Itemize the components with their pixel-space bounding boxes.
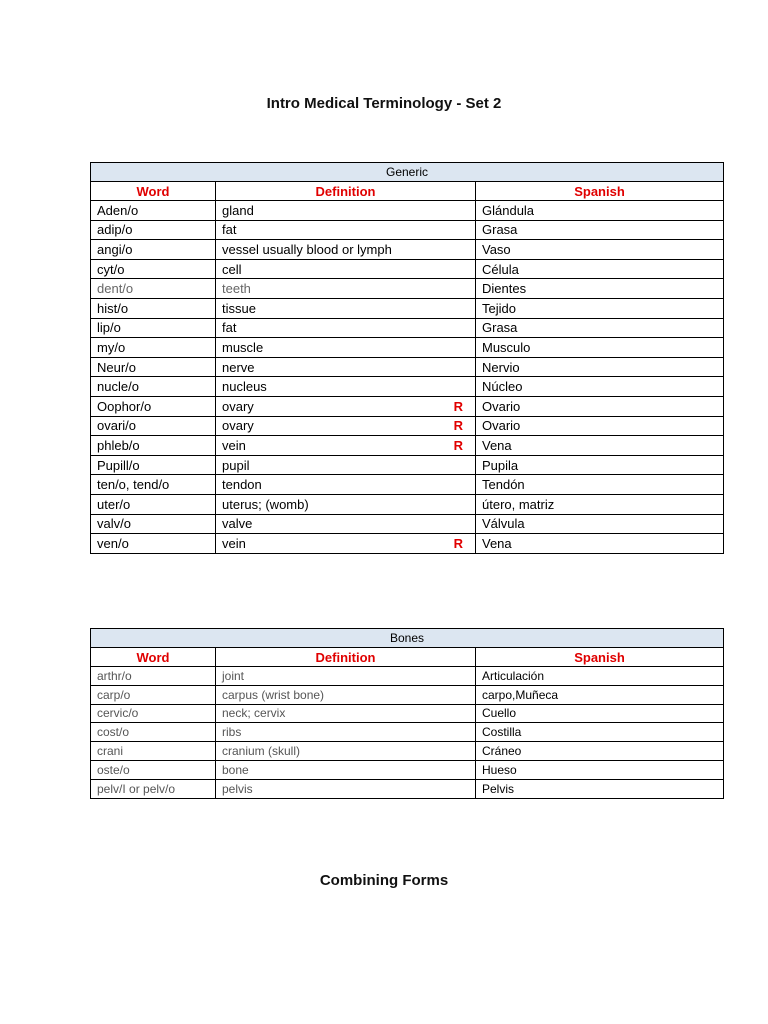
spanish-cell: Hueso — [476, 760, 724, 779]
word-cell: oste/o — [91, 760, 216, 779]
definition-cell — [216, 240, 476, 260]
word-column-header: Word — [91, 648, 216, 667]
definition-text: fat — [222, 222, 237, 238]
definition-cell — [216, 436, 476, 456]
word-cell: my/o — [91, 338, 216, 358]
definition-cell — [216, 779, 476, 798]
word-cell: Neur/o — [91, 357, 216, 377]
spanish-cell: Célula — [476, 259, 724, 279]
word-cell: dent/o — [91, 279, 216, 299]
definition-text: muscle — [222, 339, 264, 355]
spanish-cell: Tendón — [476, 475, 724, 495]
table-row — [91, 259, 724, 279]
spanish-cell: Ovario — [476, 416, 724, 436]
definition-text: ribs — [222, 725, 242, 740]
word-cell: cyt/o — [91, 259, 216, 279]
spanish-cell: Vena — [476, 534, 724, 554]
spanish-cell: Cuello — [476, 704, 724, 723]
definition-text: nerve — [222, 359, 255, 375]
table-row — [91, 534, 724, 554]
review-mark: R — [453, 535, 463, 551]
spanish-cell: carpo,Muñeca — [476, 685, 724, 704]
definition-cell — [216, 416, 476, 436]
spanish-cell: Dientes — [476, 279, 724, 299]
review-mark: R — [453, 418, 463, 434]
word-cell: ovari/o — [91, 416, 216, 436]
bones-terms-table — [90, 628, 724, 799]
table-row — [91, 475, 724, 495]
definition-text: neck; cervix — [222, 706, 286, 721]
definition-cell — [216, 742, 476, 761]
definition-cell — [216, 475, 476, 495]
definition-text: uterus; (womb) — [222, 496, 309, 512]
definition-text: bone — [222, 762, 249, 777]
definition-cell — [216, 455, 476, 475]
definition-text: valve — [222, 516, 253, 532]
definition-cell — [216, 201, 476, 221]
definition-cell — [216, 667, 476, 686]
definition-cell — [216, 220, 476, 240]
word-column-header: Word — [91, 182, 216, 201]
table-row — [91, 201, 724, 221]
table-row — [91, 704, 724, 723]
definition-cell — [216, 338, 476, 358]
definition-text: cranium (skull) — [222, 744, 301, 759]
table-row — [91, 220, 724, 240]
word-cell: angi/o — [91, 240, 216, 260]
review-mark: R — [453, 437, 463, 453]
definition-text: joint — [222, 668, 245, 683]
generic-section-header: Generic — [91, 163, 724, 182]
definition-text: cell — [222, 261, 242, 277]
spanish-column-header: Spanish — [476, 648, 724, 667]
definition-cell — [216, 704, 476, 723]
definition-column-header: Definition — [216, 648, 476, 667]
table-row — [91, 667, 724, 686]
definition-cell — [216, 259, 476, 279]
definition-cell — [216, 685, 476, 704]
definition-cell — [216, 298, 476, 318]
table-row — [91, 779, 724, 798]
word-cell: lip/o — [91, 318, 216, 338]
spanish-cell: Tejido — [476, 298, 724, 318]
word-cell: pelv/I or pelv/o — [91, 779, 216, 798]
definition-text: tendon — [222, 477, 262, 493]
definition-cell — [216, 357, 476, 377]
table-row — [91, 494, 724, 514]
definition-cell — [216, 318, 476, 338]
definition-text: vessel usually blood or lymph — [222, 241, 392, 257]
definition-cell — [216, 396, 476, 416]
table-row — [91, 357, 724, 377]
word-cell: nucle/o — [91, 377, 216, 397]
spanish-cell: Núcleo — [476, 377, 724, 397]
spanish-cell: Nervio — [476, 357, 724, 377]
word-cell: valv/o — [91, 514, 216, 534]
definition-text: pelvis — [222, 781, 253, 796]
table-row — [91, 514, 724, 534]
spanish-cell: Pupila — [476, 455, 724, 475]
word-cell: cost/o — [91, 723, 216, 742]
word-cell: hist/o — [91, 298, 216, 318]
spanish-cell: Válvula — [476, 514, 724, 534]
table-row — [91, 685, 724, 704]
definition-cell — [216, 494, 476, 514]
document-title: Intro Medical Terminology - Set 2 — [266, 95, 502, 112]
definition-text: ovary — [222, 398, 254, 414]
spanish-column-header: Spanish — [476, 182, 724, 201]
definition-cell — [216, 534, 476, 554]
definition-text: ovary — [222, 418, 254, 434]
spanish-cell: Pelvis — [476, 779, 724, 798]
spanish-cell: Ovario — [476, 396, 724, 416]
definition-text: tissue — [222, 300, 256, 316]
definition-text: teeth — [222, 281, 251, 297]
word-cell: crani — [91, 742, 216, 761]
definition-text: carpus (wrist bone) — [222, 687, 325, 702]
word-cell: ven/o — [91, 534, 216, 554]
definition-text: vein — [222, 437, 246, 453]
spanish-cell: Articulación — [476, 667, 724, 686]
spanish-cell: Cráneo — [476, 742, 724, 761]
definition-cell — [216, 760, 476, 779]
word-cell: cervic/o — [91, 704, 216, 723]
word-cell: adip/o — [91, 220, 216, 240]
word-cell: arthr/o — [91, 667, 216, 686]
definition-cell — [216, 377, 476, 397]
table-row — [91, 240, 724, 260]
table-row — [91, 416, 724, 436]
spanish-cell: Vena — [476, 436, 724, 456]
combining-forms-heading: Combining Forms — [319, 872, 449, 889]
definition-cell — [216, 723, 476, 742]
table-row — [91, 436, 724, 456]
table-row — [91, 396, 724, 416]
table-row — [91, 318, 724, 338]
word-cell: Pupill/o — [91, 455, 216, 475]
spanish-cell: útero, matriz — [476, 494, 724, 514]
word-cell: phleb/o — [91, 436, 216, 456]
spanish-cell: Glándula — [476, 201, 724, 221]
table-row — [91, 723, 724, 742]
table-row — [91, 760, 724, 779]
definition-cell — [216, 514, 476, 534]
definition-text: nucleus — [222, 379, 267, 395]
table-row — [91, 298, 724, 318]
spanish-cell: Vaso — [476, 240, 724, 260]
word-cell: Oophor/o — [91, 396, 216, 416]
definition-text: gland — [222, 202, 254, 218]
word-cell: carp/o — [91, 685, 216, 704]
definition-cell — [216, 279, 476, 299]
definition-text: pupil — [222, 457, 250, 473]
spanish-cell: Grasa — [476, 220, 724, 240]
word-cell: Aden/o — [91, 201, 216, 221]
table-row — [91, 338, 724, 358]
word-cell: uter/o — [91, 494, 216, 514]
word-cell: ten/o, tend/o — [91, 475, 216, 495]
definition-column-header: Definition — [216, 182, 476, 201]
review-mark: R — [453, 398, 463, 414]
table-row — [91, 742, 724, 761]
spanish-cell: Musculo — [476, 338, 724, 358]
generic-terms-table — [90, 162, 724, 554]
bones-section-header: Bones — [91, 629, 724, 648]
definition-text: vein — [222, 535, 246, 551]
table-row — [91, 377, 724, 397]
spanish-cell: Costilla — [476, 723, 724, 742]
spanish-cell: Grasa — [476, 318, 724, 338]
table-row — [91, 455, 724, 475]
table-row — [91, 279, 724, 299]
definition-text: fat — [222, 320, 237, 336]
